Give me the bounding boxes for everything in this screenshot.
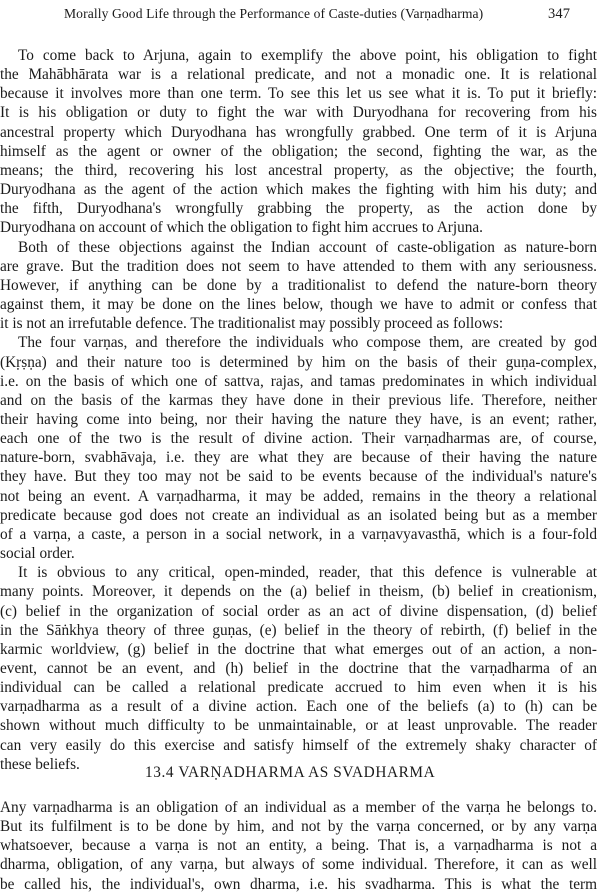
text-line: be called his, the individual's, own dharma, i.e. his svadharma. This is what the term (0, 875, 597, 893)
text-line: varṇadharma as a result of a divine action. Each one of the beliefs (a) to (h) can be (0, 698, 597, 716)
text-line: of a varṇa, a caste, a person in a social network, in a varṇavyavasthā, which is a four-fold (0, 525, 597, 543)
text-line: it is not an irrefutable defence. The traditionalist may possibly proceed as follows: (0, 315, 504, 333)
text-line: many points. Moreover, it depends on the (a) belief in theism, (b) belief in creationism, (0, 583, 597, 601)
text-line: Duryodhana on account of which the obligation to fight him accrues to Arjuna. (0, 219, 484, 237)
section-body (0, 798, 600, 894)
text-line: ancestral property which Duryodhana has wrongfully grabbed. One term of it is Arjuna (0, 123, 597, 141)
text-line: (c) belief in the organization of social order as an act of divine dispensation, (d) belief (0, 602, 597, 620)
paragraph-4 (0, 563, 597, 774)
text-line: himself as the agent or owner of the obligation; the second, fighting the war, as the (0, 142, 597, 160)
running-title: Morally Good Life through the Performance of Caste-duties (Varṇadharma) (64, 6, 484, 21)
text-line: nature-born, svabhāvaja, i.e. they are what they are because of their having the nature (0, 449, 597, 467)
body-text (0, 46, 600, 774)
text-line: Both of these objections against the Indian account of caste-obligation as nature-born (18, 238, 597, 256)
text-line: Duryodhana as the agent of the action which makes the fighting with him his duty; and (0, 181, 597, 199)
text-line: are grave. But the tradition does not seem to have attended to them with any seriousness. (0, 257, 597, 275)
text-line: To come back to Arjuna, again to exemplify the above point, his obligation to fight (18, 47, 597, 64)
text-line: predicate because god does not create an individual as an isolated being but as a member (0, 506, 597, 524)
paragraph-3 (0, 333, 597, 563)
text-line: Any varṇadharma is an obligation of an individual as a member of the varṇa he belongs to. (0, 799, 597, 816)
text-line: karmic worldview, (g) belief in the doctrine that what emerges out of an action, a non- (0, 640, 597, 658)
text-line: However, if anything can be done by a traditionalist to defend the nature-born theory (0, 276, 597, 294)
text-line: not being an event. A varṇadharma, it may be added, remains in the theory a relational (0, 487, 597, 505)
text-line: the fifth, Duryodhana's wrongfully grabbing the property, as the action done by (0, 200, 597, 218)
text-line: (Kṛṣṇa) and their nature too is determined by him on the basis of their guṇa-complex, (0, 353, 597, 371)
text-line: shown without much difficulty to be unmaintainable, or at least unprovable. The reader (0, 717, 597, 735)
text-line: But its fulfilment is to be done by him, and not by the varṇa concerned, or by any varṇa (0, 818, 597, 836)
text-line: i.e. on the basis of which one of sattva, rajas, and tamas predominates in which individual (0, 372, 597, 390)
text-line: event, cannot be an event, and (h) belief in the doctrine that the varṇadharma of an (0, 660, 597, 677)
paragraph-2 (0, 238, 597, 334)
text-line: It is his obligation or duty to fight the war with Duryodhana for recovering from his (0, 104, 597, 122)
paragraph-1 (0, 46, 597, 238)
section-heading: 13.4 VARṆADHARMA AS SVADHARMA (145, 764, 436, 781)
page-header (0, 6, 600, 28)
page-number: 347 (548, 6, 571, 22)
text-line: these beliefs. (0, 755, 80, 773)
text-line: against them, it may be done on the lines below, though we have to admit or confess that (0, 296, 597, 314)
text-line: and on the basis of the karmas they have done in their previous life. Therefore, neither (0, 391, 597, 409)
text-line: individual can be called a relational predicate accrued to him even when it is his (0, 679, 597, 697)
text-line: in the Sāṅkhya theory of three guṇas, (e) belief in the theory of rebirth, (f) belief in the (0, 621, 597, 639)
text-line: means; the third, recovering his lost ancestral property, as the objective; the fourth, (0, 161, 597, 179)
text-line: It is obvious to any critical, open-minded, reader, that this defence is vulnerable at (18, 564, 597, 582)
text-line: whatsoever, because a varṇa is not an entity, a being. That is, a varṇadharma is not a (0, 837, 597, 855)
text-line: because it involves more than one term. To see this let us see what it is. To put it briefly: (0, 85, 597, 103)
text-line: social order. (0, 545, 75, 563)
text-line: their having come into being, nor their having the nature they have, is an event; rather, (0, 410, 597, 428)
text-line: can very easily do this exercise and satisfy himself of the extremely shaky character of (0, 736, 597, 754)
text-line: dharma, obligation, of any varṇa, but always of some individual. Therefore, it can as well (0, 856, 597, 874)
text-line: they have. But they too may not be said to be events because of the individual's nature's (0, 468, 597, 486)
text-line: the Mahābhārata war is a relational predicate, and not a monadic one. It is relational (0, 66, 597, 84)
text-line: each one of the two is the result of divine action. Their varṇadharmas are, of course, (0, 430, 597, 448)
text-line: The four varṇas, and therefore the individuals who compose them, are created by god (18, 334, 597, 352)
